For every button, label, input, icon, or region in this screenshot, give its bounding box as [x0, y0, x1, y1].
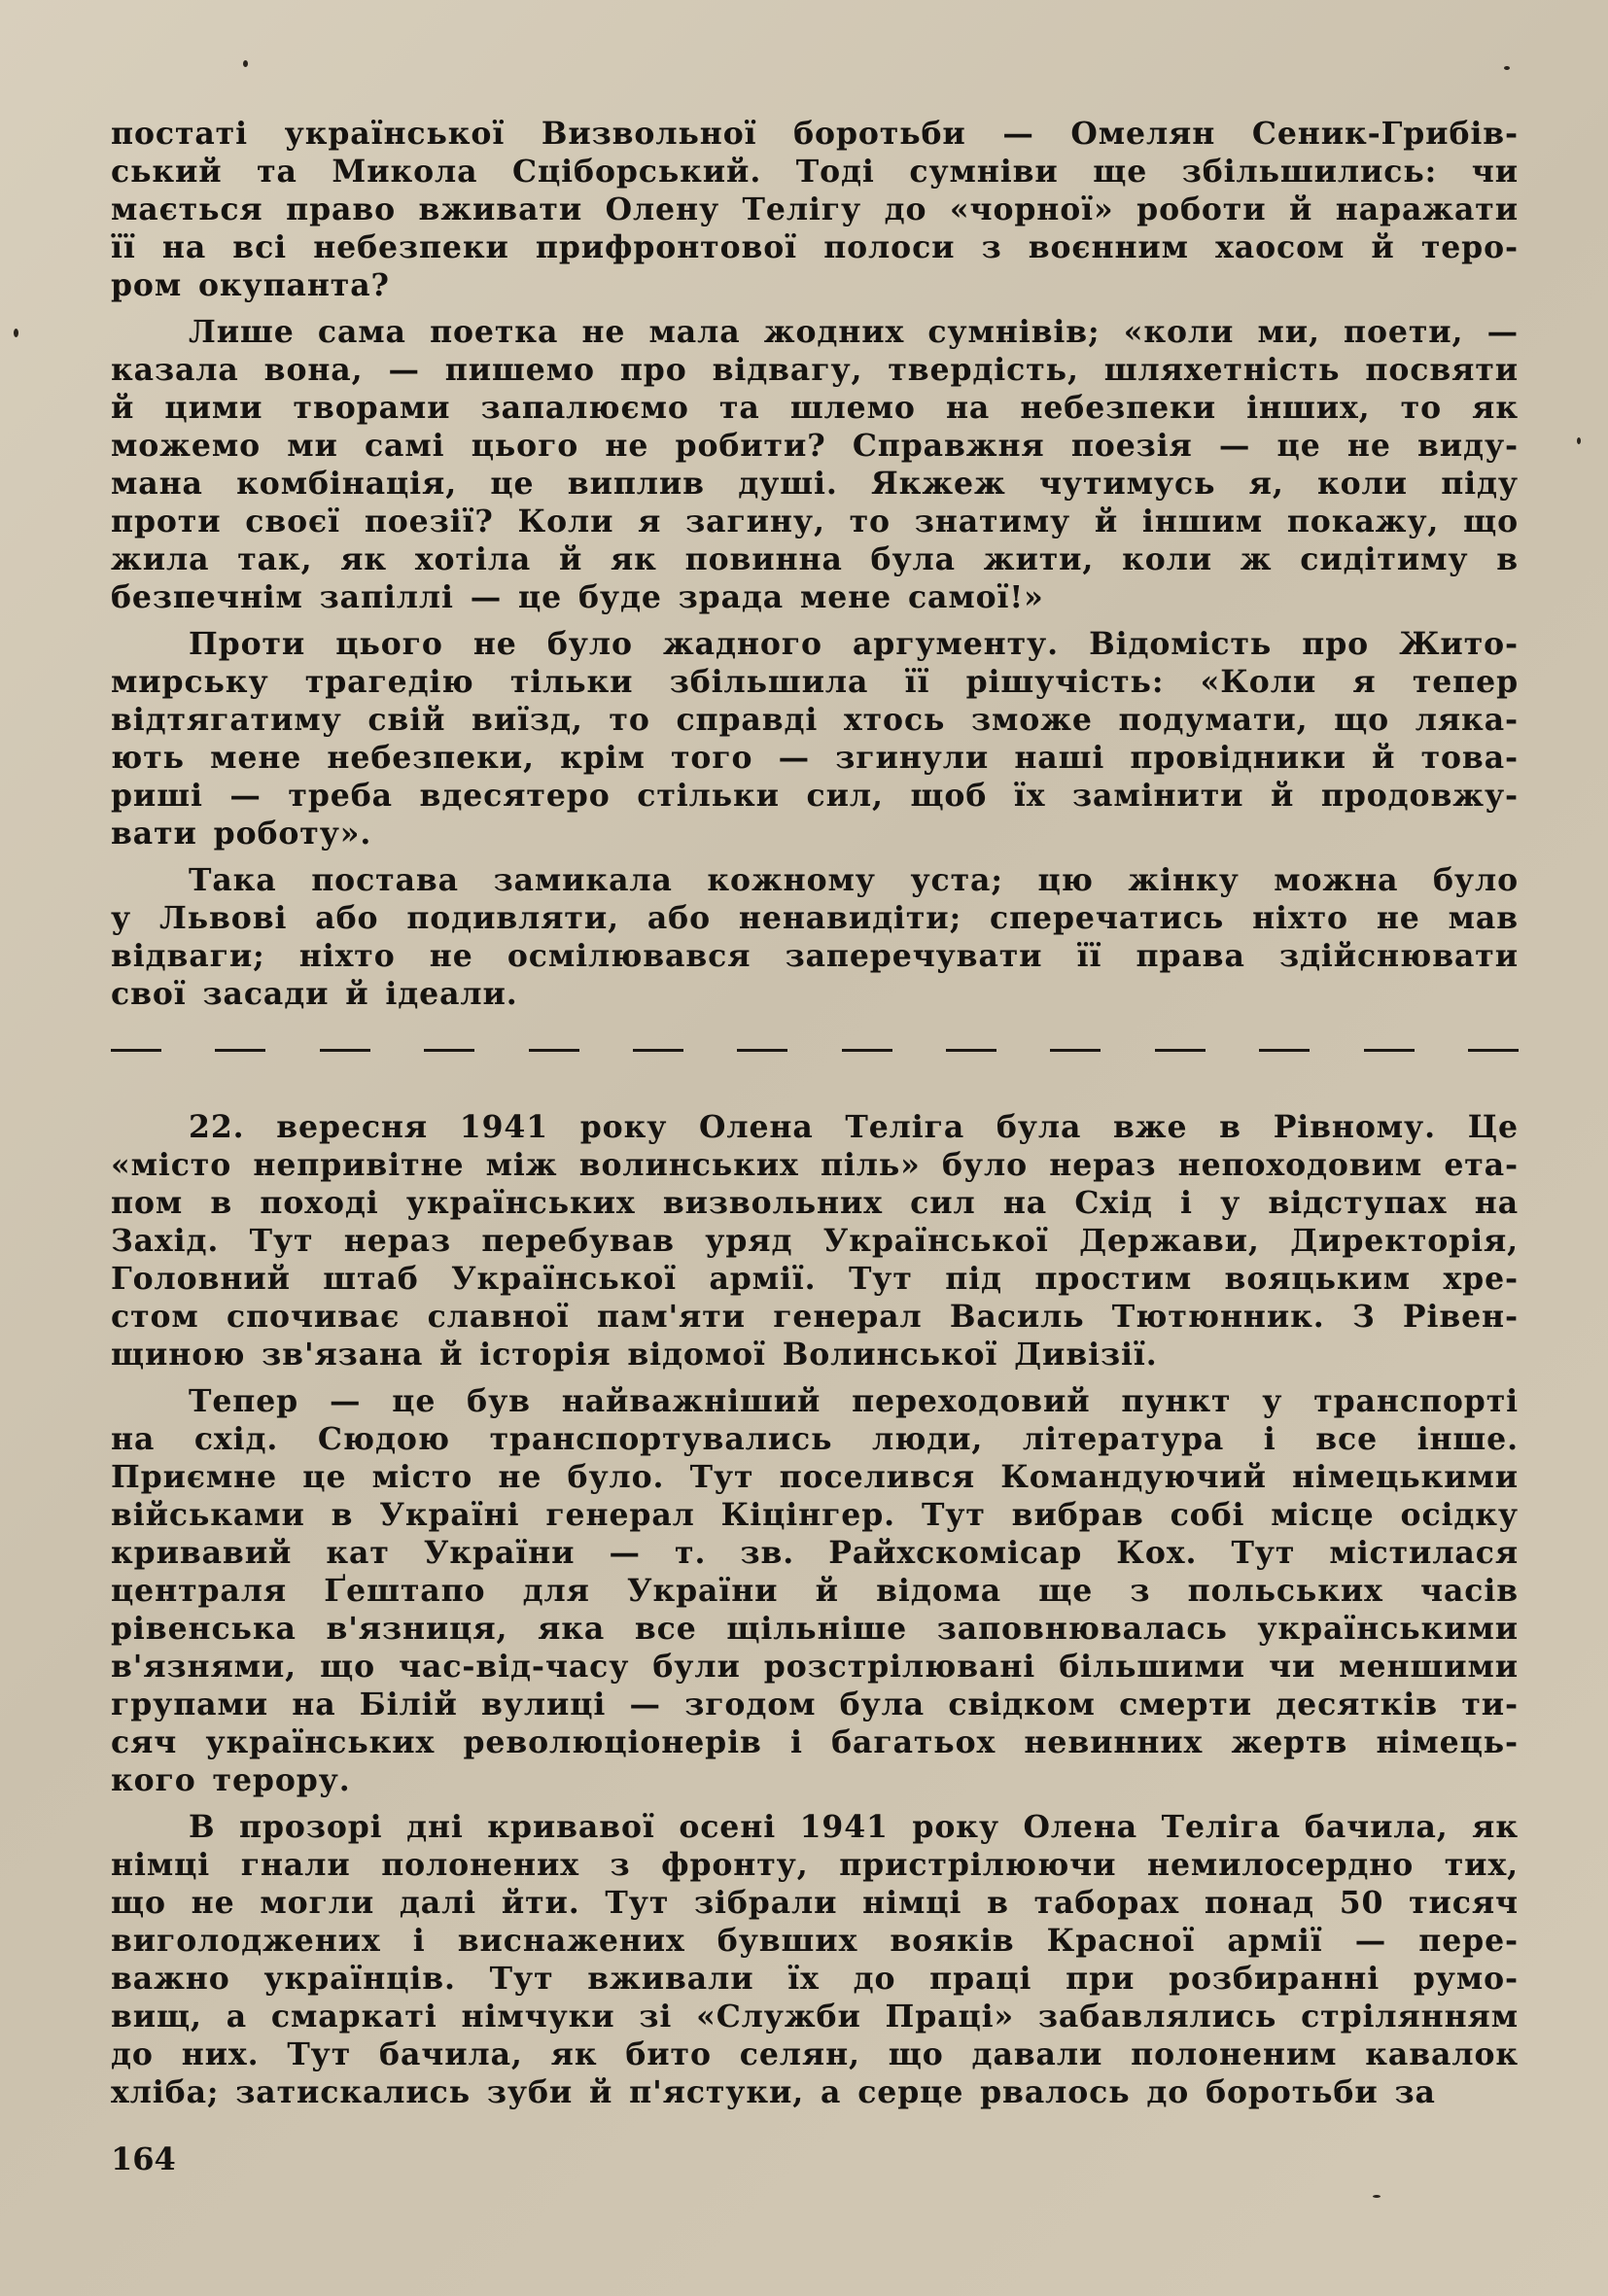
divider-dash [424, 1049, 474, 1052]
text-line: виголоджених і виснажених бувших вояків Красної армії — пере- [111, 1923, 1519, 1959]
paper-speck [1577, 437, 1581, 444]
divider-dash [529, 1049, 579, 1052]
text-line: важно українців. Тут вживали їх до праці при розбиранні румо- [111, 1961, 1519, 1997]
divider-dash [111, 1049, 161, 1052]
paragraph [111, 1808, 1519, 2111]
divider-dash [320, 1049, 370, 1052]
text-line: її на всі небезпеки прифронтової полоси з воєнним хаосом й теро- [111, 229, 1519, 265]
text-line: проти своєї поезії? Коли я загину, то знатиму й іншим покажу, що [111, 504, 1519, 539]
text-line: кривавий кат України — т. зв. Райхскомісар Кох. Тут містилася [111, 1535, 1519, 1571]
text-line: щиною зв'язана й історія відомої Волинської Дивізії. [111, 1337, 1158, 1373]
text-line: у Львові або подивляти, або ненавидіти; сперечатись ніхто не мав [111, 900, 1519, 936]
text-line: Приємне це місто не було. Тут поселився Командуючий німецькими [111, 1459, 1519, 1495]
text-line: в'язнями, що час-від-часу були розстрілювані більшими чи меншими [111, 1649, 1519, 1685]
paragraph [111, 313, 1519, 616]
text-line: військами в Україні генерал Кіцінгер. Тут вибрав собі місце осідку [111, 1497, 1519, 1533]
divider-dash [946, 1049, 996, 1052]
text-line: вати роботу». [111, 816, 372, 852]
divider-dash [215, 1049, 265, 1052]
paragraph [111, 861, 1519, 1013]
text-line: казала вона, — пишемо про відвагу, твердість, шляхетність посвяти [111, 352, 1519, 388]
text-line: мана комбінація, це виплив душі. Якжеж чутимусь я, коли піду [111, 466, 1519, 502]
text-line: мирську трагедію тільки збільшила її рішучість: «Коли я тепер [111, 664, 1519, 700]
paper-speck [1373, 2195, 1381, 2198]
text-line: Така постава замикала кожному уста; цю жінку можна було [189, 862, 1519, 898]
text-line: жила так, як хотіла й як повинна була жити, коли ж сидітиму в [111, 541, 1519, 577]
text-line: стом спочиває славної пам'яти генерал Василь Тютюнник. З Рівен- [111, 1299, 1519, 1335]
divider-dash [1259, 1049, 1310, 1052]
divider-dash [1050, 1049, 1101, 1052]
text-line: риші — треба вдесятеро стільки сил, щоб їх замінити й продовжу- [111, 778, 1519, 814]
paragraph [111, 115, 1519, 304]
text-line: свої засади й ідеали. [111, 976, 518, 1012]
paragraph [111, 1382, 1519, 1799]
text-line: ють мене небезпеки, крім того — згинули наші провідники й това- [111, 740, 1519, 776]
paragraph [111, 1108, 1519, 1374]
text-line: хліба; затискались зуби й п'ястуки, а серце рвалось до боротьби за [111, 2074, 1436, 2110]
text-line: постаті української Визвольної боротьби — Омелян Сеник-Грибів- [111, 116, 1519, 152]
page-text [111, 115, 1519, 2120]
text-line: Тепер — це був найважніший переходовий пункт у транспорті [189, 1383, 1519, 1419]
text-line: «місто непривітне між волинських піль» було нераз непоходовим ета- [111, 1147, 1519, 1183]
text-line: на схід. Сюдою транспортувались люди, література і все інше. [111, 1421, 1519, 1457]
text-line: німці гнали полонених з фронту, пристрілюючи немилосердно тих, [111, 1847, 1519, 1883]
text-line: й цими творами запалюємо та шлемо на небезпеки інших, то як [111, 390, 1519, 426]
text-line: ський та Микола Сціборський. Тоді сумніви ще збільшились: чи [111, 154, 1519, 190]
text-line: Лише сама поетка не мала жодних сумнівів; «коли ми, поети, — [189, 314, 1519, 350]
text-line: що не могли далі йти. Тут зібрали німці в таборах понад 50 тисяч [111, 1885, 1519, 1921]
divider-dash [1468, 1049, 1519, 1052]
paragraph [111, 625, 1519, 852]
text-line: вищ, а смаркаті німчуки зі «Служби Праці» забавлялись стрілянням [111, 1999, 1519, 2035]
text-before-divider [111, 115, 1519, 1013]
text-line: можемо ми самі цього не робити? Справжня поезія — це не виду- [111, 428, 1519, 464]
text-line: централя Ґештапо для України й відома ще з польських часів [111, 1573, 1519, 1609]
text-line: Проти цього не було жадного аргументу. Відомість про Жито- [189, 626, 1519, 662]
divider-dash [1155, 1049, 1206, 1052]
text-line: кого терору. [111, 1762, 351, 1798]
divider-dash [633, 1049, 683, 1052]
divider-dash [737, 1049, 787, 1052]
text-line: пом в поході українських визвольних сил на Схід і у відступах на [111, 1185, 1519, 1221]
divider-dash [1364, 1049, 1415, 1052]
text-line: безпечнім запіллі — це буде зрада мене самої!» [111, 579, 1044, 615]
divider-dash [842, 1049, 892, 1052]
text-line: В прозорі дні кривавої осені 1941 року Олена Теліга бачила, як [189, 1809, 1519, 1845]
page-number: 164 [111, 2140, 176, 2177]
text-line: сяч українських революціонерів і багатьох невинних жертв німець- [111, 1724, 1519, 1760]
text-line: Захід. Тут нераз перебував уряд Української Держави, Директорія, [111, 1223, 1519, 1259]
text-line: рівенська в'язниця, яка все щільніше заповнювалась українськими [111, 1611, 1519, 1647]
paper-speck [14, 329, 18, 337]
text-line: групами на Білій вулиці — згодом була свідком смерти десятків ти- [111, 1687, 1519, 1722]
text-line: до них. Тут бачила, як бито селян, що давали полоненим кавалок [111, 2036, 1519, 2072]
text-line: Головний штаб Української армії. Тут під простим вояцьким хре- [111, 1261, 1519, 1297]
text-line: відтягатиму свій виїзд, то справді хтось зможе подумати, що ляка- [111, 702, 1519, 738]
paper-speck [1504, 66, 1510, 70]
text-line: мається право вживати Олену Телігу до «чорної» роботи й наражати [111, 191, 1519, 227]
text-line: відваги; ніхто не осмілювався заперечувати її права здійснювати [111, 938, 1519, 974]
text-line: ром окупанта? [111, 267, 390, 303]
text-after-divider [111, 1108, 1519, 2111]
section-divider [111, 1030, 1519, 1069]
text-line: 22. вересня 1941 року Олена Теліга була вже в Рівному. Це [189, 1109, 1519, 1145]
paper-speck [243, 60, 248, 67]
